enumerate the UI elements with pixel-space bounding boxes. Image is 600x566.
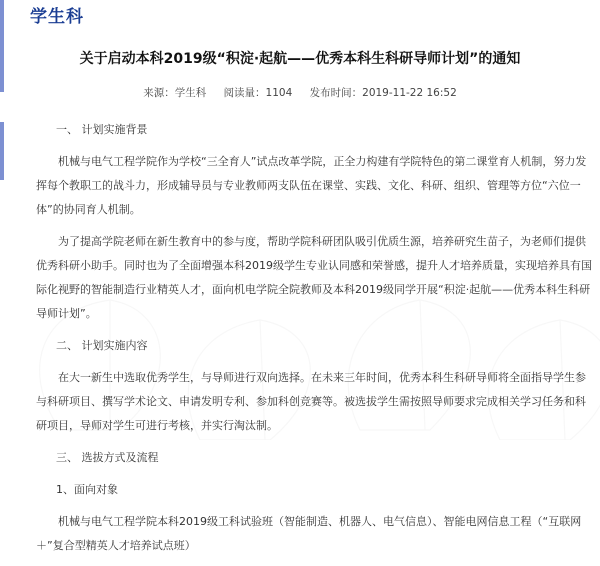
paragraph: 在大一新生中选取优秀学生，与导师进行双向选择。在未来三年时间，优秀本科生科研导师将全面指导学生参与科研项目、撰写学术论文、申请发明专利、参加科创竞赛等。被选拔学生需按照导师要求完成相关学习任务和科研项目，导师对学生可进行考核，并实行淘汰制。 [36,371,586,432]
article-body [36,118,596,566]
article-title: 关于启动本科2019级“积淀·起航——优秀本科生科研导师计划”的通知 [79,51,521,67]
section-heading-background: 一、 计划实施背景 [56,123,148,136]
left-accent-bar [0,0,4,92]
views-label: 阅读量：1104 [223,87,293,99]
subsection-heading-target: 1、面向对象 [56,483,118,496]
left-accent-bar [0,122,4,180]
paragraph: 机械与电气工程学院本科2019级工科试验班（智能制造、机器人、电气信息）、智能电网信息工程（“互联网＋”复合型精英人才培养试点班） [36,515,582,552]
paragraph: 为了提高学院老师在新生教育中的参与度，帮助学院科研团队吸引优质生源，培养研究生苗子，为老师们提供优秀科研小助手。同时也为了全面增强本科2019级学生专业认同感和荣誉感，提升人才培养质量，实现培养具有国际化视野的智能制造行业精英人才，面向机电学院全院教师及本科2019级同学开展“积淀·起航——优秀本科生科研导师计划”。 [36,235,592,320]
source-label: 来源：学生科 [143,87,207,99]
article-meta [0,85,600,100]
paragraph: 机械与电气工程学院作为学校“三全育人”试点改革学院，正全力构建有学院特色的第二课堂育人机制，努力发挥每个教职工的战斗力，形成辅导员与专业教师两支队伍在课堂、实践、文化、科研、组织、管理等方位“六位一体”的协同育人机制。 [36,155,587,216]
published-label: 发布时间：2019-11-22 16:52 [309,87,457,99]
section-heading-content: 二、 计划实施内容 [56,339,148,352]
section-title: 学生科 [30,7,84,27]
section-heading-selection: 三、 选拔方式及流程 [56,451,159,464]
